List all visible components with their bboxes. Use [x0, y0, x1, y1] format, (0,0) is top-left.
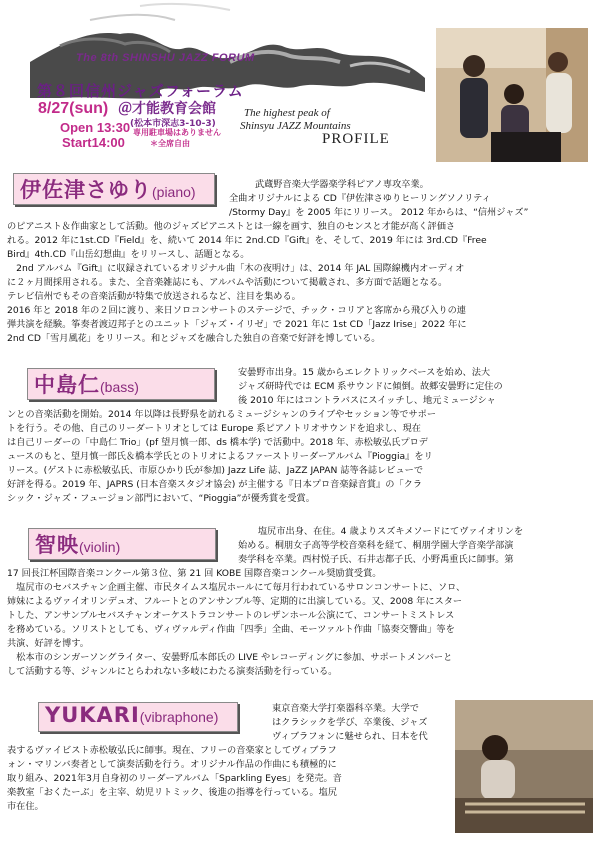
- bio-line: ンとの音楽活動を開始。2014 年以降は長野県を訪れるミュージシャンのライブやセッション等でサポー: [7, 409, 437, 420]
- bio-line: 始める。桐朋女子高等学校音楽科を経て、桐朋学園大学音楽学部演: [238, 540, 514, 551]
- forum-title-en: The 8th SHINSHU JAZZ FORUM: [76, 52, 255, 64]
- bio-line: ヴィブラフォンに魅せられ、日本を代: [272, 731, 428, 742]
- profile-name-tag: [27, 368, 215, 400]
- event-date: 8/27(sun): [38, 100, 109, 117]
- parking-note: 専用駐車場はありません: [133, 128, 221, 137]
- vibraphone-photo: [455, 700, 593, 833]
- section-title: PROFILE: [322, 131, 390, 147]
- profile-name-tag: [13, 173, 215, 205]
- performer-instrument: (violin): [79, 539, 121, 555]
- bio-line: れる。2012 年に1st.CD『Field』を、続いて 2014 年に 2nd.CD『Gift』を、そして、2019 年には 3rd.CD『Free: [7, 235, 487, 246]
- performer-name: 伊佐津さゆり: [20, 178, 152, 202]
- profile-name-tag: [38, 702, 238, 732]
- bio-line: 武蔵野音楽大学器楽学科ピアノ専攻卒業。: [255, 179, 429, 190]
- bio-line: のピアニスト＆作曲家として活動。他のジャズピアニストとは一線を画す、独自のセンスと才能が高く評価さ: [7, 221, 456, 232]
- bio-line: 松本市のシンガーソングライター、安曇野瓜本郎氏の LIVE やレコーディングに参加、サポートメンバーと: [7, 652, 453, 663]
- bio-line: を務めている。ソリストとしても、ヴィヴァルディ作曲「四季」全曲、モーツァルト作曲「協奏交響曲」等を: [7, 624, 455, 635]
- bio-line: 好評を得る。2019 年、JAPRS (日本音楽スタジオ協会) が主催する『日本プロ音楽録音賞』の「クラ: [7, 479, 423, 490]
- performer-name: 智映: [35, 533, 79, 557]
- tagline-line-2: Shinsyu JAZZ Mountains: [240, 120, 351, 132]
- bio-line: リース。(ゲストに赤松敏弘氏、市原ひかり氏が参加) Jazz Life 誌、JaZZ JAPAN 誌等各誌レビューで: [7, 465, 424, 476]
- bio-line: して活動する等、ジャンルにとらわれない多岐にわたる演奏活動を行っている。: [7, 666, 338, 677]
- profile-name-tag: [28, 528, 216, 560]
- venue-name: ＠才能教育会館: [118, 101, 216, 117]
- bio-line: ジャズ研時代では ECM 系サウンドに傾倒。故郷安曇野に定住の: [238, 381, 503, 392]
- performer-instrument: (vibraphone): [139, 709, 219, 725]
- performer-name: 中島仁: [34, 373, 100, 397]
- bio-line: 表するヴァイビスト赤松敏弘氏に師事。現在、フリーの音楽家としてヴィブラフ: [7, 745, 337, 756]
- group-photo: [436, 28, 588, 162]
- seating-note: ＊全席自由: [150, 139, 190, 148]
- bio-line: 2nd アルバム『Gift』に収録されているオリジナル曲「木の夜明け」は、2014 年 JAL 国際線機内オーディオ: [7, 263, 465, 274]
- performer-name: YUKARI: [45, 703, 140, 727]
- bio-line: はクラシックを学び、卒業後、ジャズ: [272, 717, 428, 728]
- bio-line: 後 2010 年にはコントラバスにスイッチし、地元ミュージシャ: [238, 395, 496, 406]
- bio-line: /Stormy Day』を 2005 年にリリース。 2012 年からは、“信州ジャズ”: [229, 207, 529, 218]
- bio-line: ュースのもと、望月慎一郎氏＆橋本学氏とのトリオによるファーストリーダーアルバム『Pioggia』をリ: [7, 451, 433, 462]
- bio-line: 弾共演を経験。筝奏者渡辺邦子とのユニット「ジャズ・イリゼ」で 2021 年に 1st CD「Jazz Irise」2022 年に: [7, 319, 467, 330]
- tagline-line-1: The highest peak of: [244, 107, 330, 119]
- performer-instrument: (bass): [100, 379, 139, 395]
- bio-line: 2nd CD「雪月風花」をリリース。和とジャズを融合した独自の音楽で好評を博している。: [7, 333, 381, 344]
- bio-line: 2016 年と 2018 年の２回に渡り、来日ソロコンサートのステージで、チック・コリアと客席から飛び入りの連: [7, 305, 466, 316]
- bio-line: 市在住。: [7, 801, 44, 812]
- bio-line: 安曇野市出身。15 歳からエレクトリックベースを始め、法大: [238, 367, 491, 378]
- open-time: Open 13:30: [60, 120, 131, 135]
- bio-line: 東京音楽大学打楽器科卒業。大学で: [272, 703, 419, 714]
- performer-instrument: (piano): [152, 184, 196, 200]
- bio-line: シック・ジャズ・フュージョン部門において、“Pioggia”が優秀賞を受賞。: [7, 493, 315, 504]
- bio-line: 共演、好評を博す。: [7, 638, 89, 649]
- bio-line: 姉妹によるヴァイオリンデュオ、フルートとのアンサンブル等、定期的に出演している。又、2008 年にスター: [7, 596, 463, 607]
- bio-line: 全曲オリジナルによる CD『伊佐津さゆりヒーリングソノリティ: [229, 193, 491, 204]
- bio-line: 塩尻市出身、在住。4 歳よりスズキメソードにてヴァイオリンを: [258, 526, 524, 537]
- bio-line: は自己リーダーの「中島仁 Trio」(pf 望月慎一郎、ds 橋本学) で活動中。2018 年、赤松敏弘氏プロデ: [7, 437, 428, 448]
- bio-line: Bird』4th.CD『山岳幻想曲』をリリースし、話題となる。: [7, 249, 250, 260]
- bio-line: ォン・マリンバ奏者として演奏活動を行う。オリジナル作品の作曲にも積極的に: [7, 759, 337, 770]
- bio-line: 取り組み、2021年3月自身初のリーダーアルバム「Sparkling Eyes」を発売。音: [7, 773, 342, 784]
- forum-title-jp: 第８回信州ジャズフォーラム: [37, 82, 244, 100]
- bio-line: テレビ信州でもその音楽活動が特集で放送されるなど、注目を集める。: [7, 291, 301, 302]
- bio-line: 奏学科を卒業。西村悦子氏、石井志都子氏、小野禹重氏に師事。第: [238, 554, 514, 565]
- bio-line: トを行う。その他、自己のリーダートリオとしては Europe 系ピアノトリオサウンドを追求し、現在: [7, 423, 421, 434]
- bio-line: トした、アンサンブルセバスチャンオーケストラコンサートのレザンホール公演にて、コンサートミストレス: [7, 610, 455, 621]
- venue-address: (松本市深志3-10-3): [130, 119, 216, 129]
- bio-line: 楽教室「おくたーぶ」を主宰、幼児リトミック、後進の指導を行っている。塩尻: [7, 787, 338, 798]
- bio-line: 17 回長江杯国際音楽コンクール第３位、第 21 回 KOBE 国際音楽コンクール奨励賞受賞。: [7, 568, 382, 579]
- bio-line: 塩尻市のセバスチャン企画主催、市民タイムス塩尻ホールにて毎月行われているサロンコンサートに、ソロ、: [7, 582, 466, 593]
- start-time: Start14:00: [62, 135, 125, 150]
- bio-line: に２ヶ月間採用される。また、全音楽雑誌にも、アルバムや活動について掲載され、多方面で話題となる。: [7, 277, 448, 288]
